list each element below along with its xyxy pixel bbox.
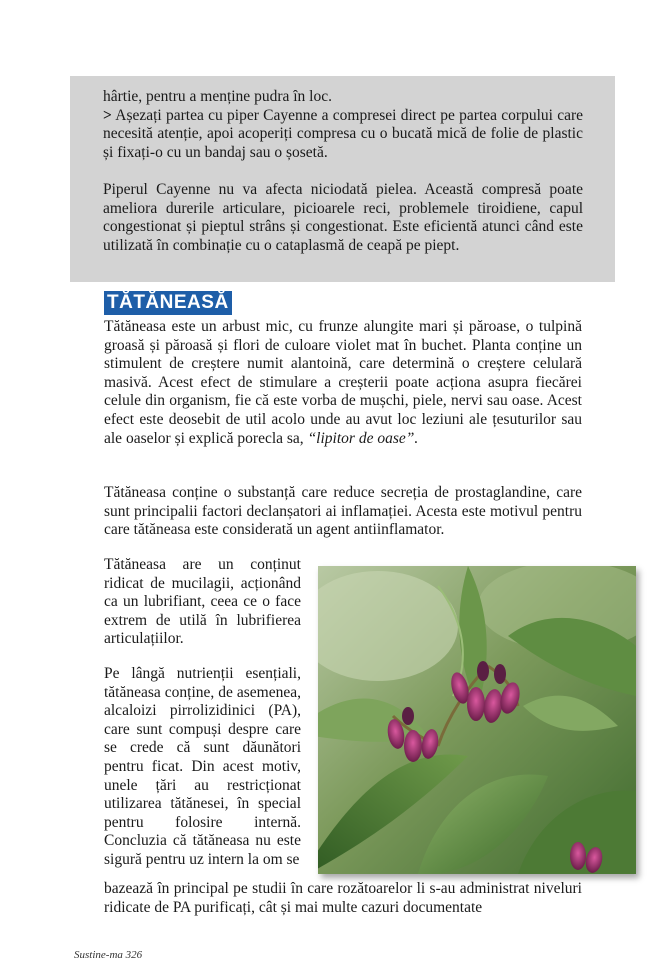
box-bullet-text: Așezați partea cu piper Cayenne a compresei direct pe partea corpului care necesită atenție, apoi acoperiți compresa cu o bucată mică de folie de plastic și fixați-o cu un bandaj sau o șosetă. bbox=[103, 106, 583, 161]
box-line-1: hârtie, pentru a menține pudra în loc. bbox=[103, 88, 332, 105]
page-footer: Sustine-ma 326 bbox=[74, 949, 143, 961]
section-title: TĂTĂNEASĂ bbox=[104, 291, 232, 315]
paragraph-alkaloids-text: Pe lângă nutrienții esențiali, tătăneasa conține, de asemenea, alcaloizi pirrolizidinici (PA), care sunt compuși despre care se crede că sunt dăunători pentru ficat. Din acest motiv, unele țări au restricționat utilizarea tătănesei, în special pentru folosire internă. Concluzia că tătăneasa nu este sigură pentru uz intern la om se bbox=[104, 665, 301, 868]
paragraph-mucilage bbox=[104, 556, 301, 649]
paragraph-continuation-text: bazează în principal pe studii în care rozătoarelor li s-au administrat niveluri ridicate de PA purificați, cât și mai multe cazuri documentate bbox=[104, 880, 582, 916]
paragraph-continuation bbox=[104, 880, 582, 917]
paragraph-intro bbox=[104, 318, 582, 448]
paragraph-mucilage-text: Tătăneasa are un conținut ridicat de mucilagii, acționând ca un lubrifiant, ceea ce o face extrem de utilă în lubrifierea articulațiilor. bbox=[104, 556, 301, 648]
box-paragraph: Piperul Cayenne nu va afecta niciodată pielea. Această compresă poate ameliora durerile articulare, picioarele reci, problemele tiroidiene, capul congestionat și pieptul strâns și congestionat. Este eficientă atunci când este utilizată în combinație cu o cataplasmă de ceapă pe piept. bbox=[103, 180, 583, 254]
paragraph-antiinflammatory-text: Tătăneasa conține o substanță care reduce secreția de prostaglandine, care sunt principalii factori declanșatori ai inflamației. Acesta este motivul pentru care tătăneasa este considerată un agent antiinflamator. bbox=[104, 484, 582, 539]
nickname-quote: “lipitor de oase”. bbox=[307, 429, 419, 447]
paragraph-intro-text: Tătăneasa este un arbust mic, cu frunze alungite mari și păroase, o tulpină groasă și păroasă și flori de culoare violet mat în buchet. Planta conține un stimulent de creștere numit alantoină, care determină o creștere celulară masivă. Acest efect de stimulare a creșterii poate acționa asupra fiecărei celule din organism, fie că este vorba de mușchi, piele, nervi sau oase. Acest efect este deosebit de util acolo unde au avut loc leziuni ale țesuturilor sau ale oaselor și explică porecla sa, bbox=[104, 318, 582, 447]
paragraph-antiinflammatory bbox=[104, 484, 582, 540]
box-bullet bbox=[103, 107, 583, 163]
bullet-marker: > bbox=[103, 106, 112, 124]
comfrey-photo bbox=[318, 566, 636, 874]
paragraph-alkaloids bbox=[104, 665, 301, 870]
highlight-box-text bbox=[103, 88, 583, 255]
